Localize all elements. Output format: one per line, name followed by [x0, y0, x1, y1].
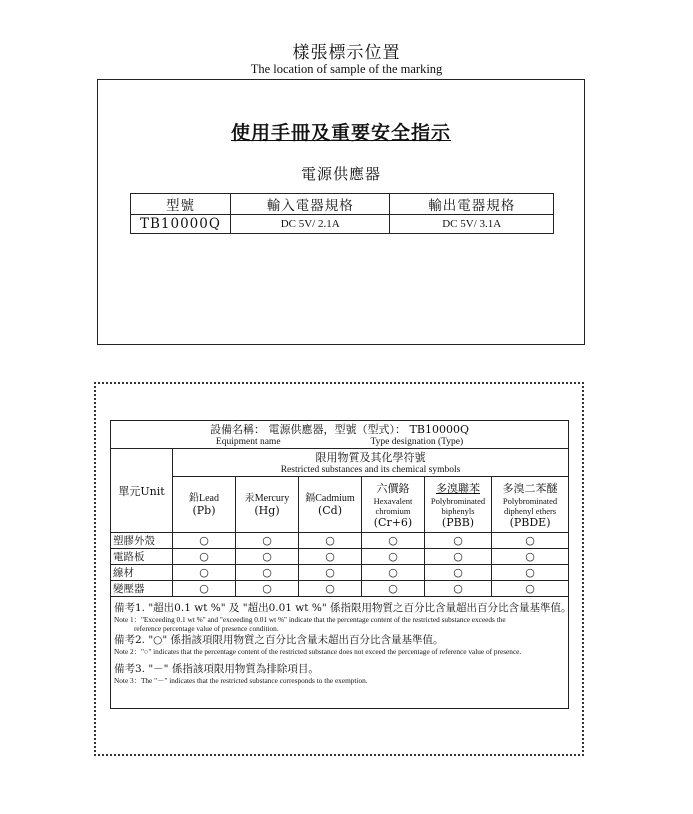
- product-name: 電源供應器: [300, 165, 381, 183]
- spec-header-model: 型號: [131, 194, 231, 215]
- rohs-part-row: 線材 ○ ○ ○ ○ ○ ○: [111, 565, 569, 581]
- notes-cell: [111, 597, 572, 709]
- spec-input: DC 5V/ 2.1A: [230, 215, 390, 234]
- note1-en-cont: reference percentage value of presence condition.: [134, 624, 279, 633]
- rohs-part-row: 變壓器 ○ ○ ○ ○ ○ ○: [111, 581, 569, 597]
- equipment-en: Equipment name: [215, 437, 281, 447]
- restricted-en: Restricted substances and its chemical symbols: [280, 465, 461, 475]
- note1-en: Note 1："Exceeding 0.1 wt %" and "exceeding 0.01 wt %" indicate that the percentage content of the restricted substance exceeds the: [114, 615, 506, 624]
- page-subtitle: The location of sample of the marking: [250, 62, 443, 76]
- note2-en: Note 2："○" indicates that the percentage content of the restricted substance does not exceed the percentage of reference value of presence.: [114, 647, 522, 656]
- manual-box: [97, 79, 585, 345]
- rohs-table: [110, 420, 572, 709]
- equipment-cell: [111, 421, 569, 449]
- type-en: Type designation (Type): [370, 437, 464, 447]
- spec-header-output: 輸出電器規格: [390, 194, 554, 215]
- rohs-substance-row: [111, 477, 569, 533]
- spec-output: DC 5V/ 3.1A: [390, 215, 554, 234]
- rohs-restricted-row: [111, 449, 569, 477]
- rohs-part-row: 塑膠外殼 ○ ○ ○ ○ ○ ○: [111, 533, 569, 549]
- unit-label: 單元Unit: [111, 449, 173, 533]
- spec-data-row: [131, 215, 554, 234]
- restricted-cell: [173, 449, 569, 477]
- equipment-cn: 設備名稱： 電源供應器，型號（型式）： TB10000Q: [210, 423, 469, 436]
- spec-header-row: [131, 194, 554, 215]
- note3-en: Note 3：The "－" indicates that the restricted substance corresponds to the exemption.: [114, 676, 368, 685]
- spec-model: TB10000Q: [131, 215, 231, 234]
- substance-pbde: 多溴二苯醚 Polybrominated diphenyl ethers (PBDE): [492, 477, 569, 533]
- note1-cn: 備考1. "超出0.1 wt %" 及 "超出0.01 wt %" 係指限用物質之百分比含量超出百分比含量基準值。: [114, 602, 572, 614]
- manual-title: 使用手冊及重要安全指示: [230, 122, 451, 144]
- substance-chromium: 六價鉻 Hexavalent chromium (Cr+6): [362, 477, 425, 533]
- rohs-equipment-row: [111, 421, 569, 449]
- spec-table: [130, 193, 554, 234]
- substance-cadmium: 鎘Cadmium (Cd): [299, 477, 362, 533]
- substance-pbb: 多溴聯苯 Polybrominated biphenyls (PBB): [425, 477, 492, 533]
- note3-cn: 備考3. "－" 係指該項限用物質為排除項目。: [114, 663, 319, 675]
- rohs-notes-row: [111, 597, 569, 709]
- page-title: 樣張標示位置: [292, 43, 401, 63]
- restricted-cn: 限用物質及其化學符號: [315, 451, 426, 464]
- substance-mercury: 汞Mercury (Hg): [236, 477, 299, 533]
- substance-lead: 鉛Lead (Pb): [173, 477, 236, 533]
- note2-cn: 備考2. "○" 係指該項限用物質之百分比含量未超出百分比含量基準值。: [114, 634, 444, 646]
- rohs-part-row: 電路板 ○ ○ ○ ○ ○ ○: [111, 549, 569, 565]
- spec-header-input: 輸入電器規格: [230, 194, 390, 215]
